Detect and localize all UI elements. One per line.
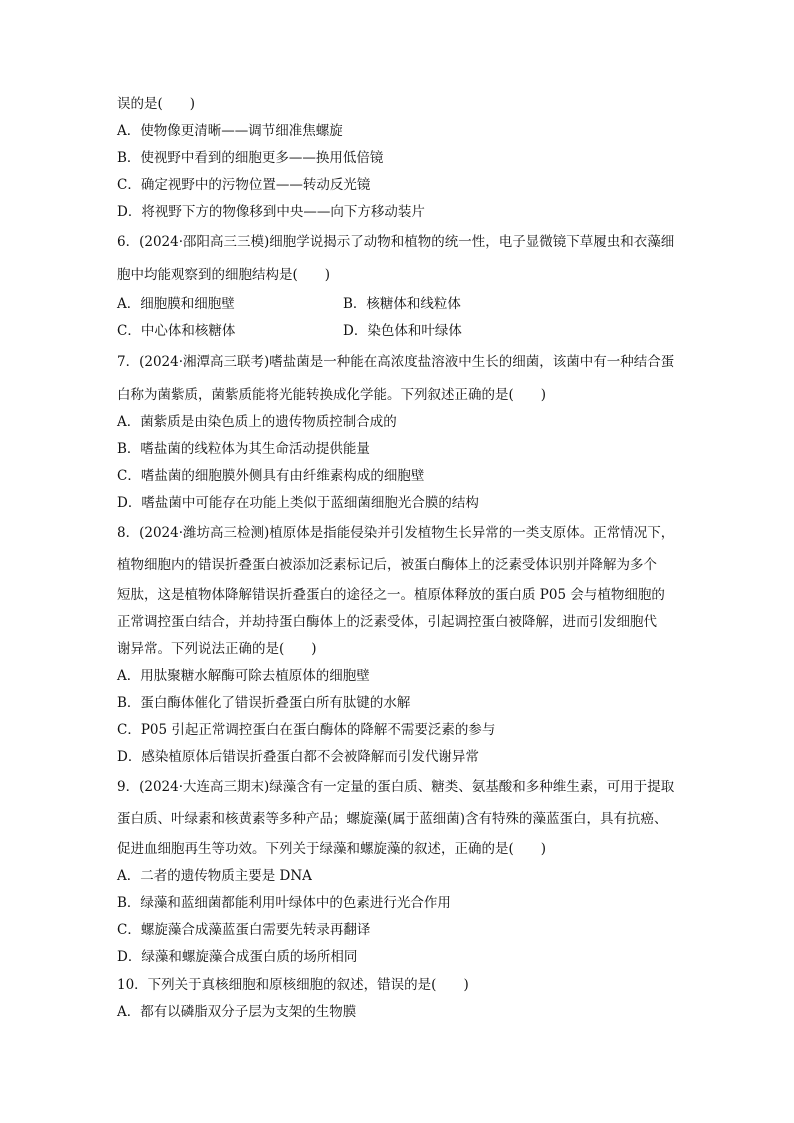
question-7-stem-line-2: 白称为菌紫质，菌紫质能将光能转换成化学能。下列叙述正确的是( ) bbox=[117, 387, 547, 403]
question-8-option-a: A．用肽聚糖水解酶可除去植原体的细胞壁 bbox=[117, 668, 370, 684]
question-9-option-c: C．螺旋藻合成藻蓝蛋白需要先转录再翻译 bbox=[117, 922, 371, 938]
question-6-option-c: C．中心体和核糖体 bbox=[117, 323, 236, 339]
question-10-option-a: A．都有以磷脂双分子层为支架的生物膜 bbox=[117, 1004, 357, 1020]
question-8-stem-line-2: 植物细胞内的错误折叠蛋白被添加泛素标记后，被蛋白酶体上的泛素受体识别并降解为多个 bbox=[117, 557, 657, 573]
question-6-option-b: B．核糖体和线粒体 bbox=[343, 296, 461, 312]
question-8-stem-line-5: 谢异常。下列说法正确的是( ) bbox=[117, 641, 317, 657]
question-5-option-b: B．使视野中看到的细胞更多——换用低倍镜 bbox=[117, 150, 384, 166]
question-8-stem-line-3: 短肽，这是植物体降解错误折叠蛋白的途径之一。植原体释放的蛋白质 P05 会与植物细胞的 bbox=[117, 587, 665, 603]
question-10-stem: 10．下列关于真核细胞和原核细胞的叙述，错误的是( ) bbox=[117, 977, 469, 993]
question-6-stem-line-1: 6．(2024·邵阳高三三模)细胞学说揭示了动物和植物的统一性，电子显微镜下草履虫和衣藻细 bbox=[117, 234, 675, 250]
question-9-option-d: D．绿藻和螺旋藻合成蛋白质的场所相同 bbox=[117, 949, 358, 965]
question-8-stem-line-4: 正常调控蛋白结合，并劫持蛋白酶体上的泛素受体，引起调控蛋白被降解，进而引发细胞代 bbox=[117, 614, 657, 630]
question-8-option-d: D．感染植原体后错误折叠蛋白都不会被降解而引发代谢异常 bbox=[117, 749, 479, 765]
question-9-stem-line-1: 9．(2024·大连高三期末)绿藻含有一定量的蛋白质、糖类、氨基酸和多种维生素，可用于提取 bbox=[117, 779, 675, 795]
question-7-option-b: B．嗜盐菌的线粒体为其生命活动提供能量 bbox=[117, 441, 370, 457]
question-7-option-c: C．嗜盐菌的细胞膜外侧具有由纤维素构成的细胞壁 bbox=[117, 468, 425, 484]
question-5-stem-tail: 误的是( ) bbox=[117, 96, 196, 112]
question-8-option-c: C．P05 引起正常调控蛋白在蛋白酶体的降解不需要泛素的参与 bbox=[117, 722, 496, 738]
question-6-option-d: D．染色体和叶绿体 bbox=[343, 323, 462, 339]
question-5-option-c: C．确定视野中的污物位置——转动反光镜 bbox=[117, 177, 371, 193]
question-8-option-b: B．蛋白酶体催化了错误折叠蛋白所有肽键的水解 bbox=[117, 695, 411, 711]
question-9-stem-line-2: 蛋白质、叶绿素和核黄素等多种产品；螺旋藻(属于蓝细菌)含有特殊的藻蓝蛋白，具有抗癌、 bbox=[117, 811, 668, 827]
question-9-stem-line-3: 促进血细胞再生等功效。下列关于绿藻和螺旋藻的叙述，正确的是( ) bbox=[117, 841, 547, 857]
question-6-stem-line-2: 胞中均能观察到的细胞结构是( ) bbox=[117, 267, 331, 283]
question-5-option-d: D．将视野下方的物像移到中央——向下方移动装片 bbox=[117, 204, 425, 220]
question-8-stem-line-1: 8．(2024·潍坊高三检测)植原体是指能侵染并引发植物生长异常的一类支原体。正常情况下， bbox=[117, 525, 675, 541]
question-6-option-a: A．细胞膜和细胞壁 bbox=[117, 296, 235, 312]
question-5-option-a: A．使物像更清晰——调节细准焦螺旋 bbox=[117, 123, 343, 139]
question-7-option-d: D．嗜盐菌中可能存在功能上类似于蓝细菌细胞光合膜的结构 bbox=[117, 495, 479, 511]
question-9-option-b: B．绿藻和蓝细菌都能利用叶绿体中的色素进行光合作用 bbox=[117, 895, 451, 911]
question-9-option-a: A．二者的遗传物质主要是 DNA bbox=[117, 868, 312, 884]
question-7-stem-line-1: 7．(2024·湘潭高三联考)嗜盐菌是一种能在高浓度盐溶液中生长的细菌，该菌中有一种结合蛋 bbox=[117, 354, 675, 370]
question-7-option-a: A．菌紫质是由染色质上的遗传物质控制合成的 bbox=[117, 414, 397, 430]
